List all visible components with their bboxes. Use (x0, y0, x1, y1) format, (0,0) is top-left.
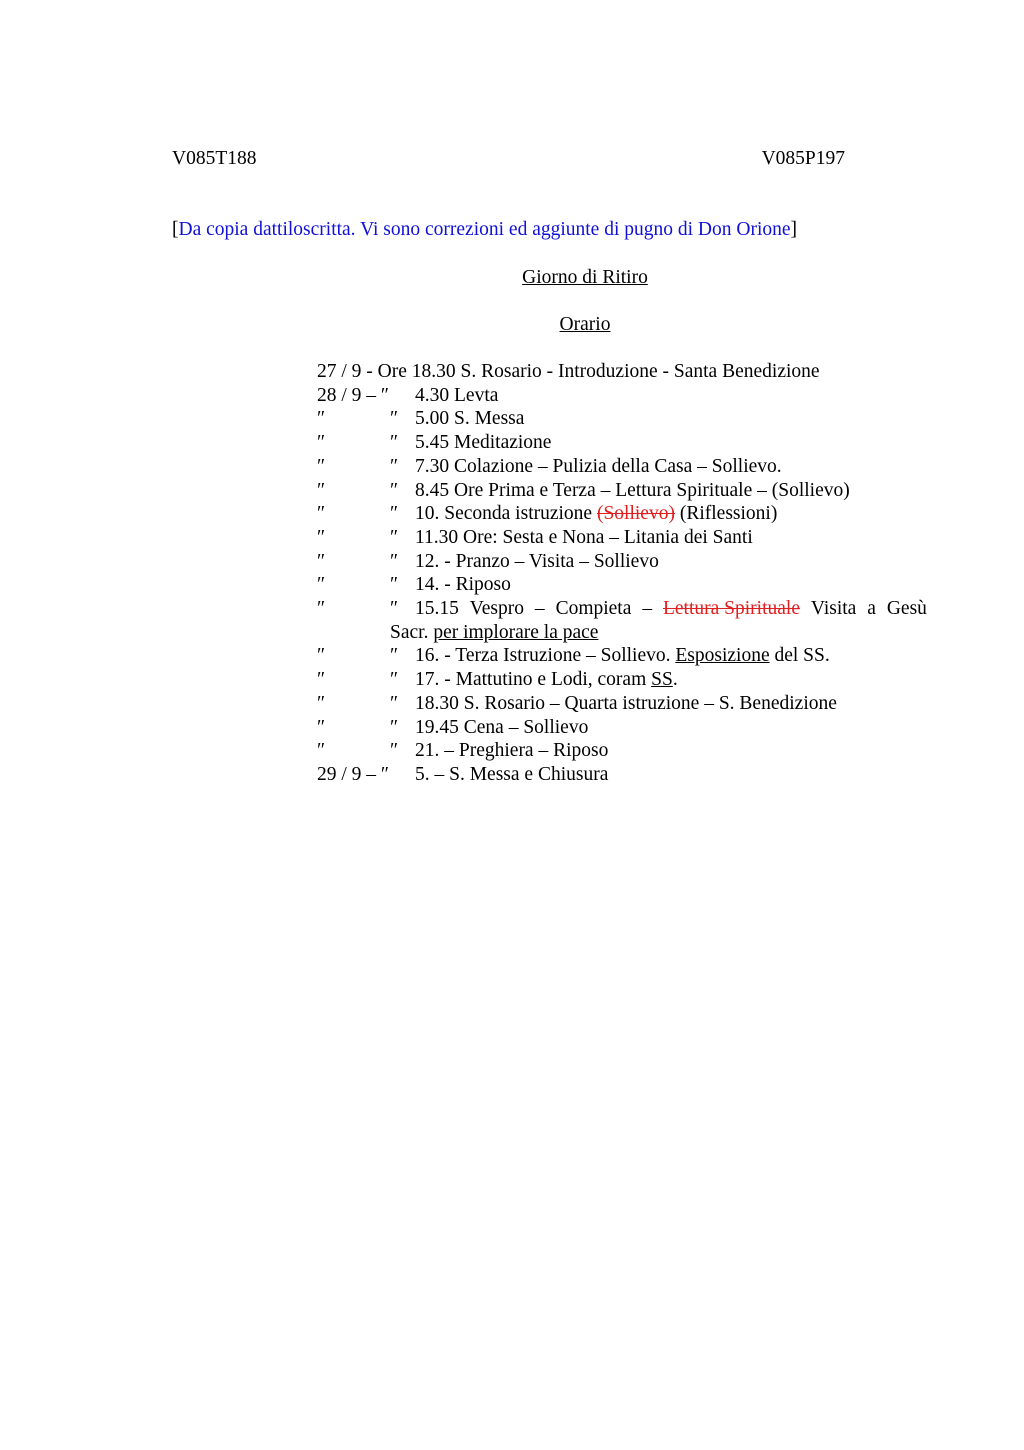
schedule-row: ″ ″ 10. Seconda istruzione (Sollievo) (Riflessioni) (317, 503, 778, 525)
schedule-row: ″ ″ 12. - Pranzo – Visita – Sollievo (317, 550, 659, 572)
schedule (317, 360, 927, 787)
struck-text: Lettura Spirituale (662, 598, 800, 620)
schedule-row: ″ ″ 5.00 S. Messa (317, 408, 525, 430)
added-text: Esposizione (675, 645, 770, 667)
note-close-bracket: ] (790, 219, 798, 240)
schedule-row: ″ ″ 19.45 Cena – Sollievo (317, 716, 589, 738)
note-open-bracket: [ (172, 219, 179, 240)
document-title: Giorno di Ritiro (522, 267, 648, 288)
editorial-note (172, 218, 797, 242)
document-code-left: V085T188 (172, 148, 257, 169)
schedule-row: 27 / 9 - Ore 18.30 S. Rosario - Introduzione - Santa Benedizione (317, 361, 820, 382)
added-text: per implorare la pace (433, 621, 599, 643)
added-text: SS (651, 669, 673, 691)
struck-text: (Sollievo) (596, 503, 675, 525)
document-code-right: V085P197 (761, 148, 845, 169)
schedule-row: ″ ″ 18.30 S. Rosario – Quarta istruzione – S. Benedizione (317, 692, 837, 714)
document-subtitle: Orario (559, 314, 611, 335)
schedule-row: ″ ″ 8.45 Ore Prima e Terza – Lettura Spirituale – (Sollievo) (317, 479, 850, 501)
schedule-row: ″ ″ 16. - Terza Istruzione – Sollievo. Esposizione del SS. (317, 645, 830, 667)
schedule-row: ″ ″ 21. – Preghiera – Riposo (317, 740, 609, 762)
schedule-row: ″ ″ 11.30 Ore: Sesta e Nona – Litania dei Santi (317, 526, 753, 548)
schedule-row: ″ ″ 5.45 Meditazione (317, 432, 552, 454)
schedule-row: ″ ″ 7.30 Colazione – Pulizia della Casa – Sollievo. (317, 455, 782, 477)
note-text: Da copia dattiloscritta. Vi sono correzioni ed aggiunte di pugno di Don Orione (178, 219, 791, 240)
schedule-row: ″ ″ 15.15 Vespro – Compieta – Lettura Spirituale Visita a Gesù (317, 598, 927, 620)
schedule-row: ″ ″ 14. - Riposo (317, 574, 511, 596)
schedule-row-continuation: Sacr. per implorare la pace (390, 621, 599, 643)
schedule-row: ″ ″ 17. - Mattutino e Lodi, coram SS. (317, 669, 678, 691)
schedule-row: 29 / 9 – ″ 5. – S. Messa e Chiusura (317, 763, 609, 785)
schedule-row: 28 / 9 – ″ 4.30 Levta (317, 384, 499, 406)
